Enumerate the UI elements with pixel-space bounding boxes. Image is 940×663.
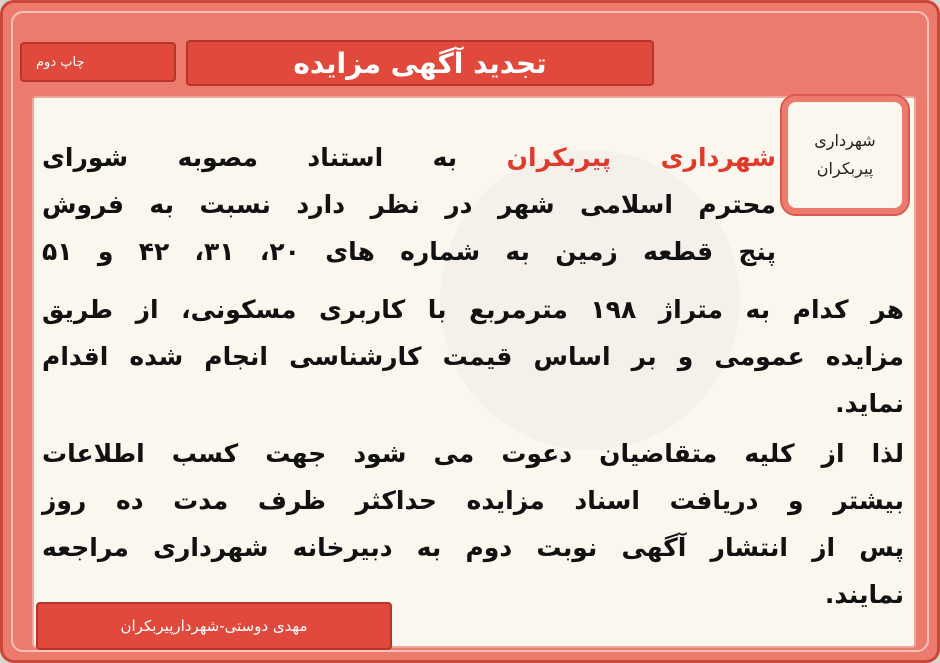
signature-banner (36, 602, 392, 650)
signature: مهدی دوستی-شهردارپیربکران (120, 617, 308, 635)
edition-banner (20, 42, 176, 82)
p3-line-3: پس از انتشار آگهی نوبت دوم به دبیرخانه شهرداری مراجعه (42, 533, 904, 562)
municipality-name: شهرداری پیربکران (506, 143, 776, 172)
paragraph-1 (42, 134, 776, 275)
title-banner (186, 40, 654, 86)
p1-line-3: پنج قطعه زمین به شماره های ۲۰، ۳۱، ۴۲ و ۵۱ (42, 237, 776, 266)
page-title: تجدید آگهی مزایده (293, 46, 547, 80)
p3-line-2: بیشتر و دریافت اسناد مزایده حداکثر ظرف مدت ده روز (42, 486, 904, 515)
p2-line-2: مزایده عمومی و بر اساس قیمت کارشناسی انجام شده اقدام (42, 342, 904, 371)
municipality-logo-box (782, 96, 908, 214)
p2-line-1: هر کدام به متراژ ۱۹۸ مترمربع با کاربری مسکونی، از طریق (42, 295, 905, 324)
logo-line-2: پیربکران (816, 159, 874, 178)
p1-line-1 (42, 134, 776, 181)
paragraph-3 (42, 430, 904, 618)
p3-line-4: نمایند. (824, 580, 904, 609)
p1-line-2: محترم اسلامی شهر در نظر دارد نسبت به فروش (42, 190, 776, 219)
p2-line-3: نماید. (835, 389, 904, 418)
p1-line-1-text: به استناد مصوبه شورای (42, 143, 507, 172)
logo-line-1: شهرداری (814, 131, 876, 150)
paragraph-2 (42, 286, 904, 427)
edition-label: چاپ دوم (36, 54, 85, 70)
p3-line-1: لذا از کلیه متقاضیان دعوت می شود جهت کسب اطلاعات (42, 439, 904, 468)
